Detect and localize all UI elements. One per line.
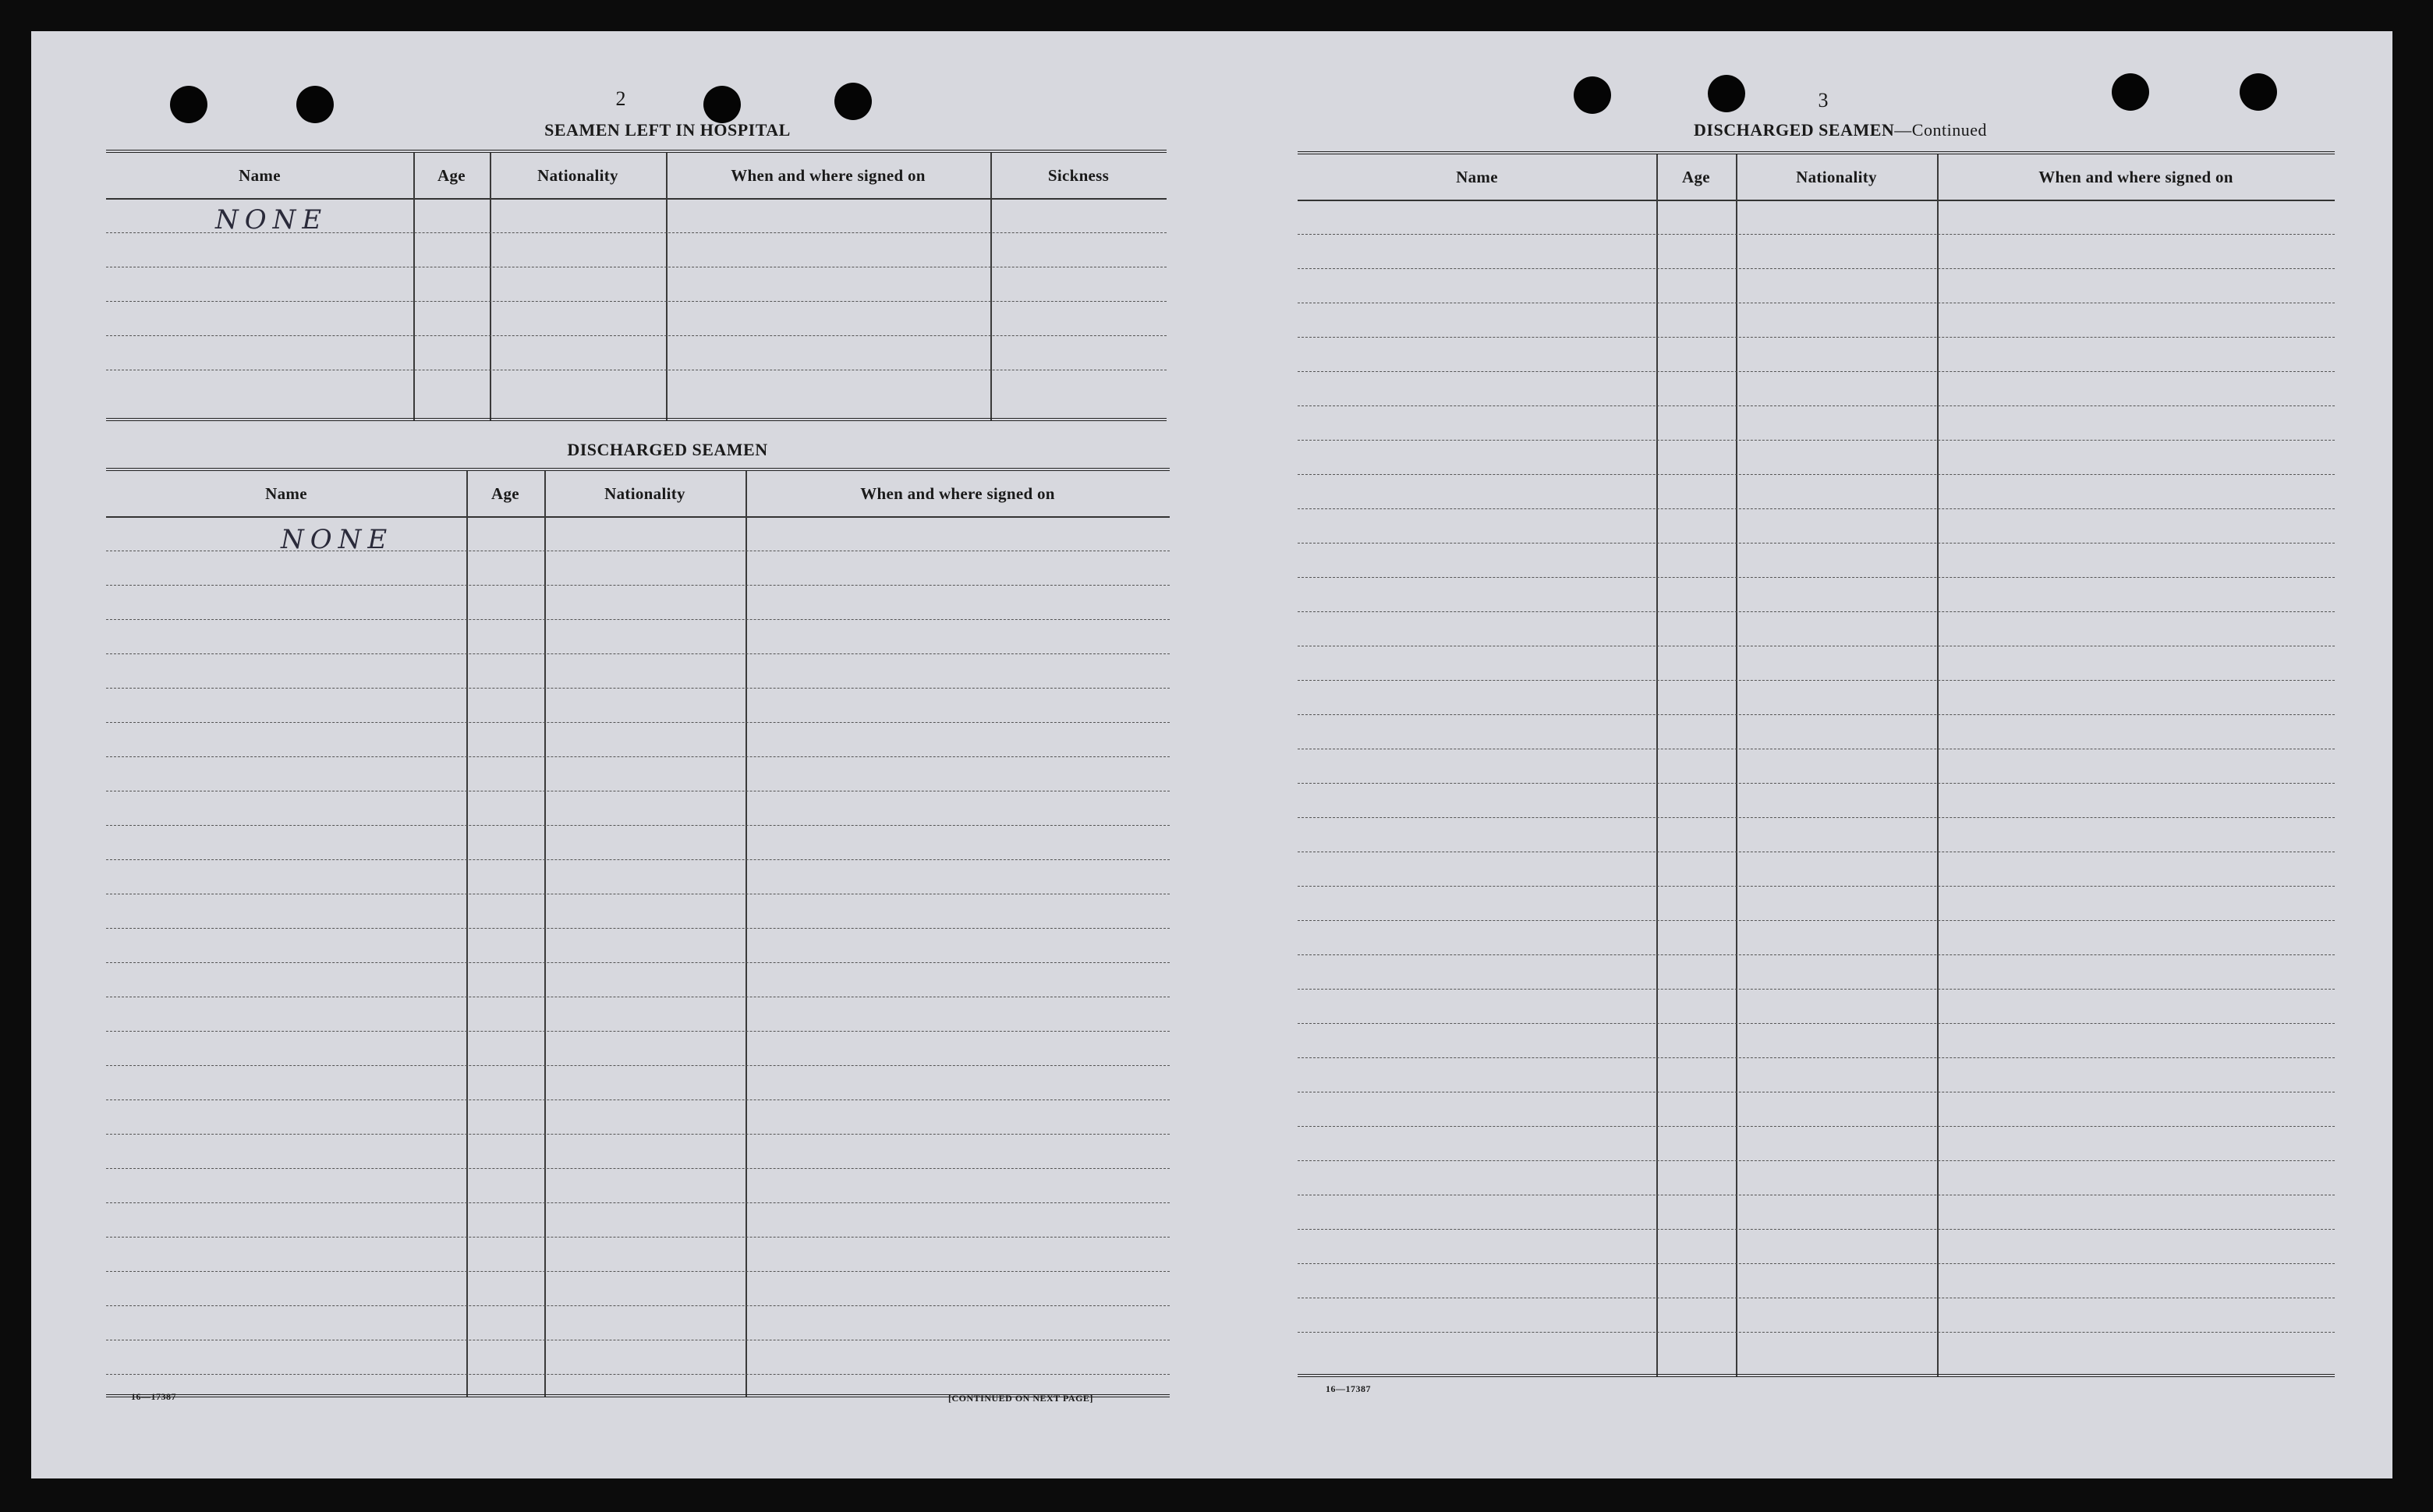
- discharged-section-title: DISCHARGED SEAMEN: [567, 440, 768, 459]
- column-divider: [466, 471, 468, 1397]
- punch-hole: [2240, 73, 2277, 111]
- col-header-name: Name: [1456, 167, 1498, 186]
- row-rule: [106, 1065, 1170, 1066]
- row-rule: [1298, 989, 2335, 990]
- row-rule: [1298, 714, 2335, 715]
- table-bottom-rule: [106, 418, 1167, 421]
- row-rule: [106, 688, 1170, 689]
- row-rule: [1298, 577, 2335, 578]
- row-rule: [1298, 920, 2335, 921]
- row-rule: [1298, 543, 2335, 544]
- row-rule: [106, 301, 1167, 302]
- row-rule: [106, 722, 1170, 723]
- form-number-right: 16—17387: [1326, 1383, 1371, 1394]
- discharged-continued-title: [1591, 120, 2090, 140]
- col-header-name: Name: [265, 483, 307, 503]
- hospital-table-header: [106, 153, 1167, 200]
- row-rule: [106, 1202, 1170, 1203]
- col-header-name: Name: [239, 165, 281, 185]
- punch-hole: [834, 83, 872, 120]
- row-rule: [106, 928, 1170, 929]
- row-rule: [1298, 886, 2335, 887]
- page-number-right: 3: [1818, 89, 1829, 112]
- form-number-left: 16—17387: [131, 1391, 176, 1402]
- punch-hole: [170, 86, 207, 123]
- discharged-continued-title-text: DISCHARGED SEAMEN: [1694, 120, 1895, 140]
- row-rule: [106, 1099, 1170, 1100]
- row-rule: [106, 1374, 1170, 1375]
- row-rule: [1298, 611, 2335, 612]
- row-rule: [1298, 440, 2335, 441]
- hospital-table: [106, 150, 1167, 421]
- punch-hole: [296, 86, 334, 123]
- col-header-sickness: Sickness: [1047, 165, 1110, 185]
- discharged-table: [106, 468, 1170, 1397]
- hospital-section-title: SEAMEN LEFT IN HOSPITAL: [544, 120, 791, 140]
- row-rule: [1298, 817, 2335, 818]
- row-rule: [1298, 783, 2335, 784]
- col-header-age: Age: [491, 483, 519, 503]
- discharged-continued-header: [1298, 154, 2335, 201]
- row-rule: [1298, 1023, 2335, 1024]
- col-header-signed-on: When and where signed on: [2038, 167, 2233, 186]
- record-sheet: [31, 31, 2392, 1478]
- col-header-age: Age: [437, 165, 466, 185]
- handwritten-entry: NONE: [281, 524, 394, 555]
- row-rule: [1298, 1332, 2335, 1333]
- continued-suffix: —Continued: [1894, 120, 1987, 140]
- row-rule: [106, 619, 1170, 620]
- row-rule: [106, 1031, 1170, 1032]
- punch-hole: [1574, 76, 1611, 114]
- discharged-continued-table: [1298, 151, 2335, 1377]
- col-header-signed-on: When and where signed on: [731, 165, 926, 185]
- handwritten-entry: NONE: [215, 204, 328, 235]
- row-rule: [1298, 954, 2335, 955]
- row-rule: [1298, 680, 2335, 681]
- row-rule: [106, 653, 1170, 654]
- row-rule: [106, 825, 1170, 826]
- row-rule: [1298, 1057, 2335, 1058]
- row-rule: [106, 1168, 1170, 1169]
- col-header-nationality: Nationality: [604, 483, 685, 503]
- punch-hole: [703, 86, 741, 123]
- punch-hole: [2112, 73, 2149, 111]
- table-bottom-rule: [1298, 1374, 2335, 1377]
- row-rule: [1298, 474, 2335, 475]
- discharged-table-header: [106, 471, 1170, 518]
- row-rule: [106, 1237, 1170, 1238]
- column-divider: [1656, 154, 1658, 1377]
- col-header-age: Age: [1682, 167, 1710, 186]
- row-rule: [1298, 1263, 2335, 1264]
- column-divider: [544, 471, 546, 1397]
- row-rule: [1298, 508, 2335, 509]
- row-rule: [1298, 1229, 2335, 1230]
- row-rule: [1298, 337, 2335, 338]
- row-rule: [1298, 405, 2335, 406]
- punch-hole: [1708, 75, 1745, 112]
- column-divider: [1736, 154, 1737, 1377]
- page-number-left: 2: [615, 87, 626, 110]
- row-rule: [106, 962, 1170, 963]
- col-header-signed-on: When and where signed on: [860, 483, 1055, 503]
- column-divider: [1937, 154, 1939, 1377]
- row-rule: [1298, 234, 2335, 235]
- row-rule: [106, 1305, 1170, 1306]
- row-rule: [106, 335, 1167, 336]
- continued-note: [CONTINUED ON NEXT PAGE]: [948, 1393, 1093, 1404]
- row-rule: [106, 585, 1170, 586]
- row-rule: [1298, 371, 2335, 372]
- column-divider: [745, 471, 747, 1397]
- row-rule: [106, 1271, 1170, 1272]
- row-rule: [106, 756, 1170, 757]
- column-divider: [413, 153, 415, 421]
- column-divider: [490, 153, 491, 421]
- row-rule: [1298, 1160, 2335, 1161]
- row-rule: [1298, 268, 2335, 269]
- row-rule: [106, 1134, 1170, 1135]
- col-header-nationality: Nationality: [1796, 167, 1877, 186]
- column-divider: [666, 153, 668, 421]
- row-rule: [106, 859, 1170, 860]
- column-divider: [990, 153, 992, 421]
- col-header-nationality: Nationality: [537, 165, 618, 185]
- row-rule: [1298, 1126, 2335, 1127]
